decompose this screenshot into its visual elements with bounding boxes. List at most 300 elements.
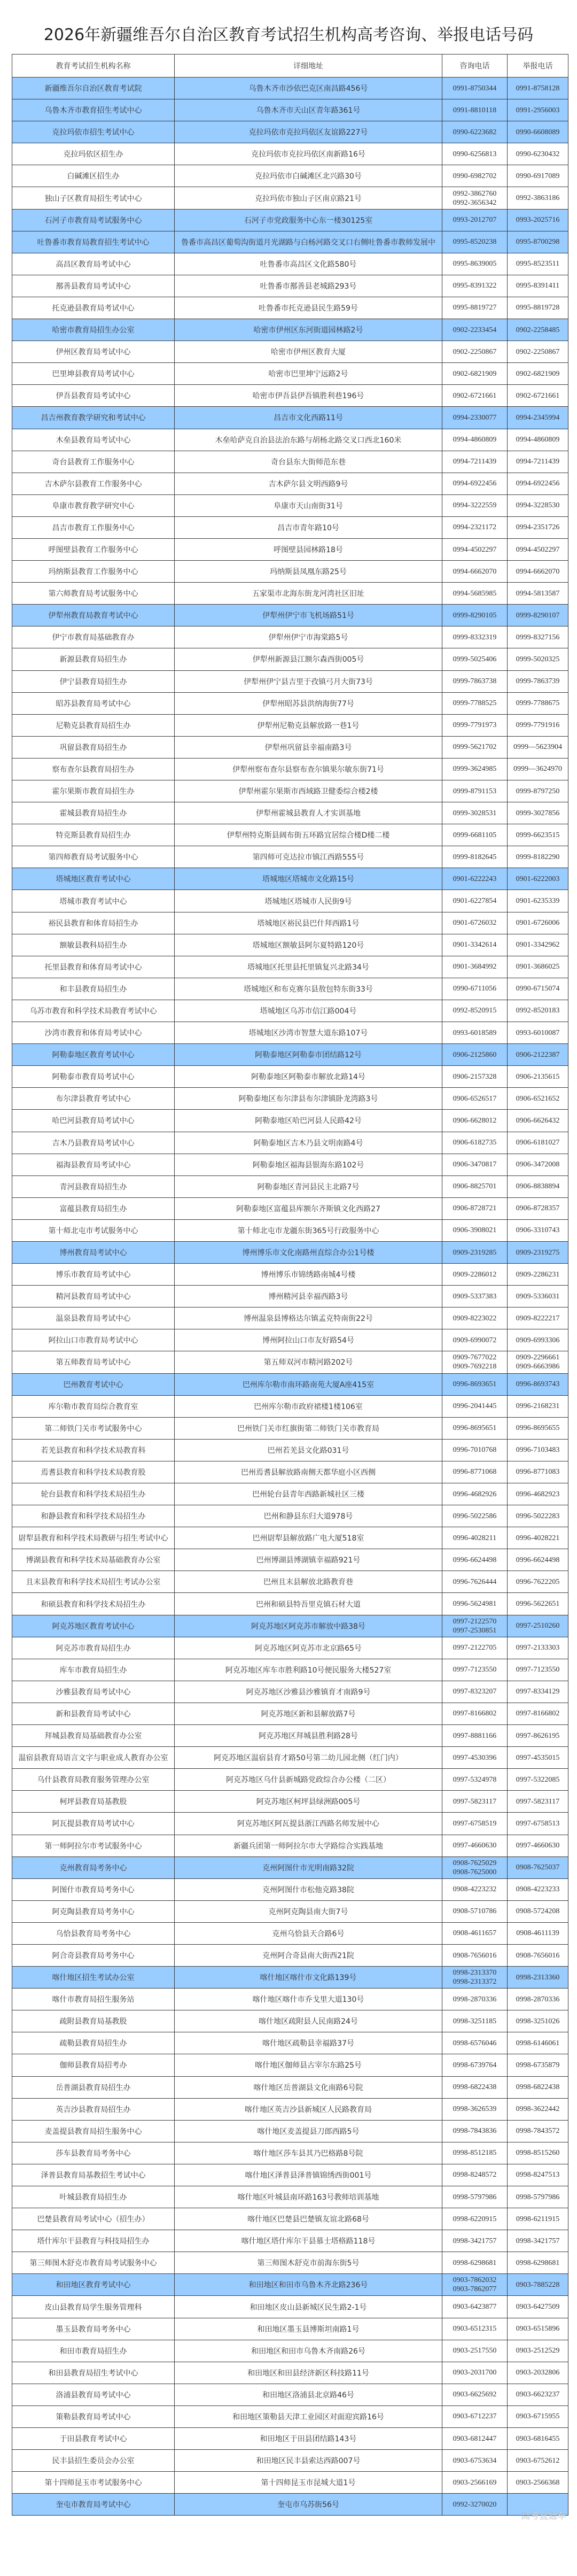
- address-cell: 和田地区和田县经济新区科技路11号: [175, 2362, 442, 2384]
- report-phone-cell: 0999-7863739: [508, 670, 568, 692]
- institution-name-cell: 塔城市教育考试中心: [12, 890, 175, 912]
- institution-name-cell: 于田县教育考试中心: [12, 2428, 175, 2450]
- consult-phone-cell: 0997-2122705: [442, 1637, 508, 1659]
- report-phone-cell: 0992-8520183: [508, 1000, 568, 1022]
- report-phone-cell: 0995-8391411: [508, 275, 568, 297]
- address-cell: 喀什地区伽师县古宰尔东路25号: [175, 2054, 442, 2076]
- consult-phone-cell: 0903-6625692: [442, 2384, 508, 2405]
- institution-name-cell: 乌苏市教育和科学技术局教育考试中心: [12, 1000, 175, 1022]
- institution-name-cell: 伊宁市教育局基础教育办: [12, 626, 175, 648]
- consult-phone-cell: 0999-6681105: [442, 824, 508, 846]
- institution-name-cell: 富蕴县教育局招生办: [12, 1197, 175, 1219]
- consult-phone-cell: 0991-8750344: [442, 78, 508, 99]
- report-phone-cell: 0996-5622651: [508, 1593, 568, 1615]
- address-cell: 巴州博湖县博湖镇幸福路921号: [175, 1549, 442, 1571]
- institution-name-cell: 阿勒泰地区教育考试中心: [12, 1044, 175, 1066]
- report-phone-cell: 0902-2258485: [508, 319, 568, 341]
- report-phone-cell: 0999-6623515: [508, 824, 568, 846]
- report-phone-cell: 0909-6993306: [508, 1329, 568, 1351]
- table-row: [12, 912, 568, 934]
- consult-phone-cell: 0903-6512315: [442, 2318, 508, 2340]
- address-cell: 和田地区于田县团结路143号: [175, 2428, 442, 2450]
- address-cell: 喀什地区疏附县人民南路24号: [175, 2010, 442, 2032]
- institution-name-cell: 巴里坤县教育局考试中心: [12, 363, 175, 385]
- table-row: [12, 2362, 568, 2384]
- address-cell: 阿克苏地区阿克苏市北京路65号: [175, 1637, 442, 1659]
- report-phone-cell: 0997-6758513: [508, 1813, 568, 1835]
- table-row: [12, 648, 568, 670]
- report-phone-cell: 0902-6721661: [508, 385, 568, 407]
- institution-name-cell: 第十四师昆玉市考试服务中心: [12, 2472, 175, 2494]
- consult-phone-cell: 0902-2233454: [442, 319, 508, 341]
- institution-name-cell: 疏勒县教育局招生办: [12, 2032, 175, 2054]
- consult-phone-cell: 0996-6624498: [442, 1549, 508, 1571]
- address-cell: 呼图壁县园林路18号: [175, 538, 442, 560]
- institution-name-cell: 克拉玛依市招生考试中心: [12, 121, 175, 143]
- consult-phone-cell: 0901-6227854: [442, 890, 508, 912]
- institution-name-cell: 第五师教育局考试中心: [12, 1351, 175, 1373]
- table-body: [12, 78, 568, 2516]
- consult-phone-cell: 0994-6922456: [442, 473, 508, 494]
- address-cell: 和田地区民丰县索达西路007号: [175, 2450, 442, 2472]
- report-phone-cell: 0994-6922456: [508, 473, 568, 494]
- institution-name-cell: 额敏县教科局招生办: [12, 934, 175, 956]
- consult-phone-cell: 0906-3470817: [442, 1154, 508, 1175]
- institution-name-cell: 岳普湖县教育局招生办: [12, 2076, 175, 2098]
- address-cell: 阿勒泰地区阿勒泰市团结路12号: [175, 1044, 442, 1066]
- report-phone-cell: 0995-8523511: [508, 253, 568, 275]
- table-row: [12, 978, 568, 1000]
- address-cell: 博州博乐市文化南路州直综合办公1号楼: [175, 1241, 442, 1263]
- address-cell: 阿克苏地区沙雅县沙雅镇育才南路9号: [175, 1681, 442, 1703]
- report-phone-cell: 0901-6222003: [508, 868, 568, 890]
- consult-phone-cell: 0901-6222243: [442, 868, 508, 890]
- institution-name-cell: 温宿县教育局语言文字与职业成人教育办公室: [12, 1747, 175, 1769]
- institution-name-cell: 尉犁县教育和科学技术局教研与招生考试中心: [12, 1527, 175, 1549]
- report-phone-cell: 0996-4028221: [508, 1527, 568, 1549]
- institution-name-cell: 乌什县教育局教育服务管理办公室: [12, 1769, 175, 1791]
- consult-phone-cell: 0995-8520238: [442, 231, 508, 253]
- address-cell: 喀什地区塔什库尔干县慕士塔格路118号: [175, 2230, 442, 2252]
- consult-phone-cell: 0999-3028531: [442, 802, 508, 824]
- address-cell: 木垒哈萨克自治县法治东路与胡杨北路交叉口西北160米: [175, 429, 442, 451]
- report-phone-cell: 0997-4535015: [508, 1747, 568, 1769]
- report-phone-cell: 0999-7791916: [508, 714, 568, 736]
- report-phone-cell: 0992-3863186: [508, 187, 568, 209]
- consult-phone-cell: 0998-5797986: [442, 2186, 508, 2208]
- consult-phone-cell: 0901-3342614: [442, 934, 508, 956]
- report-phone-cell: 0901-3686025: [508, 956, 568, 978]
- report-phone-cell: 0994-3228530: [508, 494, 568, 516]
- consult-phone-cell: 0998-3626539: [442, 2098, 508, 2120]
- table-row: [12, 2098, 568, 2120]
- report-phone-cell: 0999-3027856: [508, 802, 568, 824]
- report-phone-cell: 0994-6662070: [508, 561, 568, 583]
- address-cell: 克州乌恰县天合路6号: [175, 1922, 442, 1944]
- institution-name-cell: 新疆维吾尔自治区教育考试院: [12, 78, 175, 99]
- consult-phone-cell: 0996-8695651: [442, 1417, 508, 1439]
- institution-name-cell: 若羌县教育和科学技术局教育科: [12, 1439, 175, 1461]
- table-header-row: [12, 55, 568, 78]
- report-phone-cell: 0997-5823117: [508, 1791, 568, 1813]
- address-cell: 塔城地区塔城市文化路15号: [175, 868, 442, 890]
- institution-name-cell: 沙雅县教育局考试中心: [12, 1681, 175, 1703]
- consult-phone-cell: 0997-5823117: [442, 1791, 508, 1813]
- table-row: [12, 583, 568, 605]
- report-phone-cell: 0909-2319275: [508, 1241, 568, 1263]
- consult-phone-cell: 0998-8248572: [442, 2164, 508, 2186]
- report-phone-cell: 0995-8819728: [508, 297, 568, 319]
- institution-name-cell: 第六师教育局考试服务中心: [12, 583, 175, 605]
- consult-phone-cell: 0902-6821909: [442, 363, 508, 385]
- consult-phone-cell: 0998-2870336: [442, 1989, 508, 2010]
- consult-phone-cell: 0997-6758519: [442, 1813, 508, 1835]
- institution-name-cell: 克州教育局考务中心: [12, 1856, 175, 1878]
- table-row: [12, 2142, 568, 2164]
- address-cell: 阜康市天山南街31号: [175, 494, 442, 516]
- institution-name-cell: 阿克苏市教育局招生办: [12, 1637, 175, 1659]
- report-phone-cell: 0998-6735879: [508, 2054, 568, 2076]
- consult-phone-cell: 0906-2125860: [442, 1044, 508, 1066]
- address-cell: 巴州若羌县文化路031号: [175, 1439, 442, 1461]
- address-cell: 阿克苏地区乌什县新城路党政综合办公楼（二区）: [175, 1769, 442, 1791]
- consult-phone-cell: 0901-6726032: [442, 912, 508, 934]
- consult-phone-cell: 0903-7862032 0903-7862077: [442, 2274, 508, 2296]
- address-cell: 石河子市党政服务中心东一楼30125室: [175, 209, 442, 231]
- table-row: [12, 341, 568, 363]
- address-cell: 塔城地区裕民县巴什拜西路1号: [175, 912, 442, 934]
- address-cell: 第三师图木舒克市前海东街5号: [175, 2252, 442, 2274]
- table-row: [12, 1066, 568, 1088]
- institution-name-cell: 第二师铁门关市考试服务中心: [12, 1417, 175, 1439]
- consult-phone-cell: 0992-3862760 0992-3656342: [442, 187, 508, 209]
- report-phone-cell: 0903-6752612: [508, 2450, 568, 2472]
- address-cell: 伊犁州察布查尔县察布查尔镇果尔敏东街71号: [175, 758, 442, 780]
- report-phone-cell: 0997-8626195: [508, 1725, 568, 1747]
- institution-name-cell: 库车市教育局招生办: [12, 1659, 175, 1681]
- consult-phone-cell: 0997-2122570 0997-2530851: [442, 1615, 508, 1637]
- table-row: [12, 451, 568, 473]
- address-cell: 喀什地区岳普湖县文化南路6号院: [175, 2076, 442, 2098]
- consult-phone-cell: 0908-7656016: [442, 1944, 508, 1966]
- report-phone-cell: 0903-6515896: [508, 2318, 568, 2340]
- address-cell: 阿勒泰地区青河县民主北路7号: [175, 1175, 442, 1197]
- consult-phone-cell: 0999-7863738: [442, 670, 508, 692]
- institution-name-cell: 策勒县教育局考试中心: [12, 2405, 175, 2427]
- institution-name-cell: 拜城县教育局基础教育办公室: [12, 1725, 175, 1747]
- consult-phone-cell: 0902-6721661: [442, 385, 508, 407]
- report-phone-cell: 0903-2032806: [508, 2362, 568, 2384]
- address-cell: 巴州和硕县特吾里克镇石材大道: [175, 1593, 442, 1615]
- consult-phone-cell: 0994-2321172: [442, 516, 508, 538]
- table-row: [12, 846, 568, 868]
- consult-phone-cell: 0909-2319285: [442, 1241, 508, 1263]
- institution-name-cell: 阿瓦提县教育局考试中心: [12, 1813, 175, 1835]
- institution-name-cell: 麦盖提县教育局招生服务中心: [12, 2120, 175, 2142]
- report-phone-cell: 0996-6624498: [508, 1549, 568, 1571]
- header-consult-phone: 咨询电话: [442, 55, 508, 78]
- table-row: [12, 2208, 568, 2230]
- consult-phone-cell: 0999-8332319: [442, 626, 508, 648]
- report-phone-cell: 0998-6211915: [508, 2208, 568, 2230]
- report-phone-cell: 0999-8290107: [508, 605, 568, 626]
- institution-name-cell: 白碱滩区招生办: [12, 165, 175, 187]
- institution-name-cell: 精河县教育局考试中心: [12, 1286, 175, 1308]
- consult-phone-cell: 0998-6822438: [442, 2076, 508, 2098]
- table-row: [12, 561, 568, 583]
- institution-name-cell: 察布查尔县教育局招生办: [12, 758, 175, 780]
- table-row: [12, 956, 568, 978]
- address-cell: 克拉玛依市独山子区南京路21号: [175, 187, 442, 209]
- institution-name-cell: 昌吉州教育教学研究和考试中心: [12, 407, 175, 429]
- table-row: [12, 2494, 568, 2516]
- table-row: [12, 473, 568, 494]
- institution-name-cell: 巴楚县教育局考试中心（招生办）: [12, 2208, 175, 2230]
- institution-name-cell: 阿图什市教育局考务中心: [12, 1878, 175, 1900]
- consult-phone-cell: 0994-2330077: [442, 407, 508, 429]
- table-row: [12, 1878, 568, 1900]
- address-cell: 哈密市伊州区教育大厦: [175, 341, 442, 363]
- table-row: [12, 99, 568, 121]
- consult-phone-cell: 0995-8819727: [442, 297, 508, 319]
- report-phone-cell: 0903-6427509: [508, 2296, 568, 2318]
- institution-name-cell: 石河子市教育局考试服务中心: [12, 209, 175, 231]
- address-cell: 和田地区洛浦县北京路46号: [175, 2384, 442, 2405]
- institution-name-cell: 布尔津县教育考试中心: [12, 1088, 175, 1110]
- address-cell: 奎屯市乌苏街56号: [175, 2494, 442, 2516]
- consult-phone-cell: 0903-6753634: [442, 2450, 508, 2472]
- institution-name-cell: 墨玉县教育局考务中心: [12, 2318, 175, 2340]
- address-cell: 巴州和静县东归大道978号: [175, 1505, 442, 1527]
- report-phone-cell: 0996-7103483: [508, 1439, 568, 1461]
- address-cell: 第十师北屯市龙疆东街365号行政服务中心: [175, 1219, 442, 1241]
- consult-phone-cell: 0906-8825701: [442, 1175, 508, 1197]
- table-row: [12, 2472, 568, 2494]
- table-row: [12, 2032, 568, 2054]
- address-cell: 克拉玛依市白碱滩区北兴路30号: [175, 165, 442, 187]
- table-row: [12, 1351, 568, 1373]
- institution-name-cell: 裕民县教育和体育局招生办: [12, 912, 175, 934]
- table-row: [12, 429, 568, 451]
- address-cell: 阿克苏地区阿瓦提县浙江西路名师发展中心: [175, 1813, 442, 1835]
- table-row: [12, 1593, 568, 1615]
- consult-phone-cell: 0999-3624985: [442, 758, 508, 780]
- table-row: [12, 2054, 568, 2076]
- address-cell: 伊犁州霍尔果斯市西域路卫健委综合楼2楼: [175, 780, 442, 802]
- institution-name-cell: 叶城县教育局招生办: [12, 2186, 175, 2208]
- address-cell: 五家渠市北海东街龙河湾社区旧址: [175, 583, 442, 605]
- consult-phone-cell: 0909-6990072: [442, 1329, 508, 1351]
- report-phone-cell: 0908-4223233: [508, 1878, 568, 1900]
- watermark: 高考直通车: [521, 2511, 566, 2521]
- table-row: [12, 385, 568, 407]
- report-phone-cell: 0996-8771083: [508, 1461, 568, 1483]
- institution-name-cell: 和丰县教育局招生办: [12, 978, 175, 1000]
- address-cell: 巴州库尔勒市南环路南苑大厦A座415室: [175, 1373, 442, 1395]
- institution-name-cell: 伊犁州教育局教育考试中心: [12, 605, 175, 626]
- address-cell: 阿克苏地区柯坪县绿洲路005号: [175, 1791, 442, 1813]
- report-phone-cell: 0908-4611139: [508, 1922, 568, 1944]
- address-cell: 克州阿图什市光明南路32院: [175, 1856, 442, 1878]
- report-phone-cell: 0908-7625037: [508, 1856, 568, 1878]
- table-row: [12, 736, 568, 758]
- consult-phone-cell: 0994-3222559: [442, 494, 508, 516]
- report-phone-cell: 0908-5724208: [508, 1900, 568, 1922]
- institution-name-cell: 和田地区教育考试中心: [12, 2274, 175, 2296]
- address-cell: 伊犁州巩留县幸福南路3号: [175, 736, 442, 758]
- consult-phone-cell: 0995-8639005: [442, 253, 508, 275]
- institution-name-cell: 伊州区教育局考试中心: [12, 341, 175, 363]
- table-row: [12, 1154, 568, 1175]
- table-row: [12, 1461, 568, 1483]
- address-cell: 喀什地区叶城县南环路163号教师培训基地: [175, 2186, 442, 2208]
- address-cell: 克拉玛依市克拉玛依区友谊路227号: [175, 121, 442, 143]
- institution-name-cell: 巩留县教育局招生办: [12, 736, 175, 758]
- address-cell: 鲁番市高昌区葡萄沟街道月光湖路与白杨河路交叉口右侧吐鲁番市教师发展中: [175, 231, 442, 253]
- institution-name-cell: 特克斯县教育局招生办: [12, 824, 175, 846]
- report-phone-cell: 0998-2313360: [508, 1967, 568, 1989]
- table-row: [12, 2076, 568, 2098]
- table-row: [12, 1967, 568, 1989]
- institution-name-cell: 独山子区教育局招生考试中心: [12, 187, 175, 209]
- report-phone-cell: 0998-5797986: [508, 2186, 568, 2208]
- address-cell: 博州阿拉山口市友好路54号: [175, 1329, 442, 1351]
- address-cell: 阿勒泰地区哈巴河县人民路42号: [175, 1110, 442, 1132]
- institution-name-cell: 塔什库尔干县教育与科技局招生办: [12, 2230, 175, 2252]
- institution-name-cell: 伊吾县教育局考试中心: [12, 385, 175, 407]
- report-phone-cell: 0994-2351726: [508, 516, 568, 538]
- table-row: [12, 1439, 568, 1461]
- address-cell: 博州精河县幸福西路3号: [175, 1286, 442, 1308]
- address-cell: 吐鲁番市高昌区文化路580号: [175, 253, 442, 275]
- page-title: 2026年新疆维吾尔自治区教育考试招生机构高考咨询、举报电话号码: [43, 26, 534, 44]
- institution-name-cell: 阿克陶县教育局考务中心: [12, 1900, 175, 1922]
- institution-name-cell: 呼图壁县教育工作服务中心: [12, 538, 175, 560]
- report-phone-cell: 0994-4502297: [508, 538, 568, 560]
- report-phone-cell: 0998-3251026: [508, 2010, 568, 2032]
- consult-phone-cell: 0903-6812447: [442, 2428, 508, 2450]
- address-cell: 克州阿图什市松他克路38院: [175, 1878, 442, 1900]
- report-phone-cell: 0997-8166802: [508, 1703, 568, 1724]
- table-row: [12, 1022, 568, 1044]
- table-row: [12, 2186, 568, 2208]
- consult-phone-cell: 0999-5025406: [442, 648, 508, 670]
- table-row: [12, 670, 568, 692]
- report-phone-cell: 0903-2512529: [508, 2340, 568, 2362]
- address-cell: 克拉玛依市克拉玛依区南新路16号: [175, 143, 442, 165]
- address-cell: 阿勒泰地区富蕴县库额尔齐斯镇文化西路27: [175, 1197, 442, 1219]
- table-row: [12, 802, 568, 824]
- table-row: [12, 714, 568, 736]
- table-row: [12, 2164, 568, 2186]
- consult-phone-cell: 0999-8290105: [442, 605, 508, 626]
- institution-name-cell: 莎车县教育局考务中心: [12, 2142, 175, 2164]
- address-cell: 新疆兵团第一师阿拉尔市大学路综合实践基地: [175, 1835, 442, 1856]
- report-phone-cell: 0999-8182290: [508, 846, 568, 868]
- address-cell: 伊犁州伊宁市飞机场路51号: [175, 605, 442, 626]
- institution-name-cell: 阿合奇县教育局考务中心: [12, 1944, 175, 1966]
- address-cell: 玛纳斯县凤凰东路25号: [175, 561, 442, 583]
- consult-phone-cell: 0998-3421757: [442, 2230, 508, 2252]
- contact-table: [12, 54, 568, 2516]
- report-phone-cell: 0903-6816455: [508, 2428, 568, 2450]
- table-row: [12, 1483, 568, 1505]
- institution-name-cell: 乌鲁木齐市教育招生考试中心: [12, 99, 175, 121]
- report-phone-cell: 0995-8700298: [508, 231, 568, 253]
- institution-name-cell: 洛浦县教育局考试中心: [12, 2384, 175, 2405]
- table-row: [12, 253, 568, 275]
- table-row: [12, 2296, 568, 2318]
- address-cell: 喀什地区莎车县其乃巴格路8号院: [175, 2142, 442, 2164]
- report-phone-cell: 0909-2286231: [508, 1264, 568, 1286]
- report-phone-cell: 0999-7788675: [508, 692, 568, 714]
- table-row: [12, 1922, 568, 1944]
- table-row: [12, 824, 568, 846]
- table-row: [12, 1505, 568, 1527]
- consult-phone-cell: 0999-7791973: [442, 714, 508, 736]
- institution-name-cell: 泽普县教育局基教招生考试中心: [12, 2164, 175, 2186]
- consult-phone-cell: 0991-8810118: [442, 99, 508, 121]
- table-row: [12, 121, 568, 143]
- consult-phone-cell: 0998-3251185: [442, 2010, 508, 2032]
- table-row: [12, 1044, 568, 1066]
- address-cell: 巴州焉耆县解放路南侧天都华庭小区西侧: [175, 1461, 442, 1483]
- consult-phone-cell: 0990-6711056: [442, 978, 508, 1000]
- table-row: [12, 1110, 568, 1132]
- table-row: [12, 780, 568, 802]
- address-cell: 阿克苏地区温宿县育才路50号第二幼儿园北侧（红门内）: [175, 1747, 442, 1769]
- consult-phone-cell: 0997-8881166: [442, 1725, 508, 1747]
- report-phone-cell: 0996-5022283: [508, 1505, 568, 1527]
- address-cell: 喀什地区麦盖提县刀郎西路5号: [175, 2120, 442, 2142]
- institution-name-cell: 吐鲁番市教育局教育招生考试中心: [12, 231, 175, 253]
- institution-name-cell: 伊宁县教育局招生办: [12, 670, 175, 692]
- institution-name-cell: 昌吉市教育工作服务中心: [12, 516, 175, 538]
- institution-name-cell: 和田县教育局招生考试中心: [12, 2362, 175, 2384]
- consult-phone-cell: 0909-7677022 0909-7692218: [442, 1351, 508, 1373]
- address-cell: 伊犁州尼勒克县解放路一巷1号: [175, 714, 442, 736]
- consult-phone-cell: 0992-8520915: [442, 1000, 508, 1022]
- institution-name-cell: 吉木萨尔县教育工作服务中心: [12, 473, 175, 494]
- table-row: [12, 1000, 568, 1022]
- address-cell: 喀什地区英吉沙县新城区人民路教育局: [175, 2098, 442, 2120]
- table-row: [12, 2010, 568, 2032]
- address-cell: 伊犁州伊宁县吉里于孜镇弓月大街73号: [175, 670, 442, 692]
- report-phone-cell: 0993-6010087: [508, 1022, 568, 1044]
- report-phone-cell: 0908-7656016: [508, 1944, 568, 1966]
- consult-phone-cell: 0990-6256813: [442, 143, 508, 165]
- address-cell: 阿勒泰地区福海县银海东路102号: [175, 1154, 442, 1175]
- report-phone-cell: 0997-4660630: [508, 1835, 568, 1856]
- address-cell: 昌吉市青年路10号: [175, 516, 442, 538]
- report-phone-cell: 0998-6822438: [508, 2076, 568, 2098]
- report-phone-cell: 0998-2870336: [508, 1989, 568, 2010]
- institution-name-cell: 木垒县教育局考试中心: [12, 429, 175, 451]
- report-phone-cell: 0996-8693743: [508, 1373, 568, 1395]
- institution-name-cell: 阿勒泰市教育局考试中心: [12, 1066, 175, 1088]
- institution-name-cell: 阿拉山口市教育局考试中心: [12, 1329, 175, 1351]
- report-phone-cell: 0994-4860809: [508, 429, 568, 451]
- address-cell: 巴州轮台县青年西路新城社区三楼: [175, 1483, 442, 1505]
- institution-name-cell: 第三师图木舒克市教育局考试服务中心: [12, 2252, 175, 2274]
- report-phone-cell: 0994-5813587: [508, 583, 568, 605]
- consult-phone-cell: 0906-8728721: [442, 1197, 508, 1219]
- report-phone-cell: 0998-7843572: [508, 2120, 568, 2142]
- address-cell: 吐鲁番市鄯善县老城路293号: [175, 275, 442, 297]
- report-phone-cell: 0903-2566368: [508, 2472, 568, 2494]
- table-row: [12, 1615, 568, 1637]
- address-cell: 伊犁州昭苏县洪纳海街77号: [175, 692, 442, 714]
